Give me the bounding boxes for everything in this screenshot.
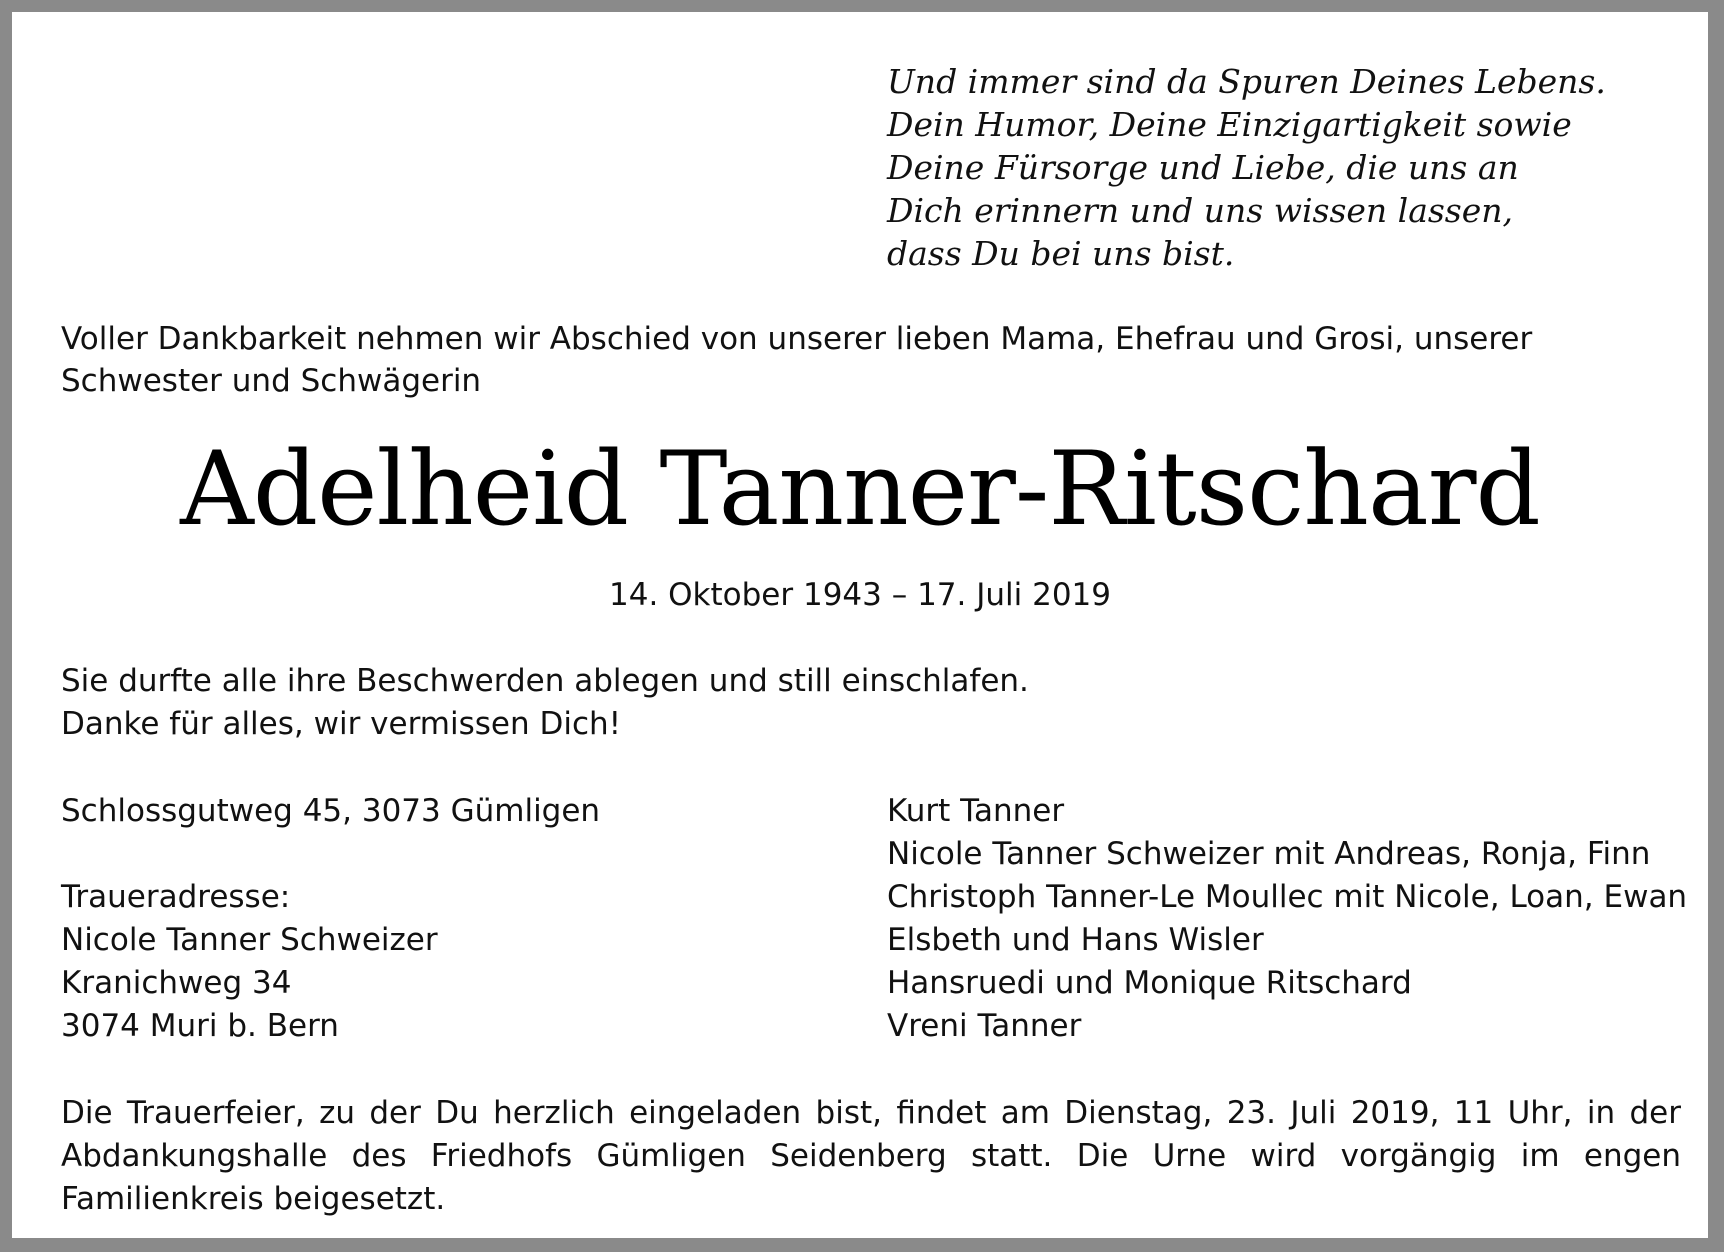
mourners-list bbox=[887, 790, 1687, 1048]
mourner-name: Kurt Tanner bbox=[887, 793, 1065, 829]
home-address: Schlossgutweg 45, 3073 Gümligen bbox=[61, 793, 601, 829]
deceased-name: Adelheid Tanner-Ritschard bbox=[180, 430, 1540, 549]
mourning-address-label: Traueradresse: bbox=[61, 879, 291, 915]
mourning-address-line: Kranichweg 34 bbox=[61, 965, 292, 1001]
poem-line: Deine Fürsorge und Liebe, die uns an bbox=[887, 148, 1519, 187]
life-dates: 14. Oktober 1943 – 17. Juli 2019 bbox=[609, 577, 1111, 613]
poem-line: Dein Humor, Deine Einzigartigkeit sowie bbox=[887, 105, 1572, 144]
mourning-address-line: Nicole Tanner Schweizer bbox=[61, 922, 438, 958]
mourner-name: Christoph Tanner-Le Moullec mit Nicole, Loan, Ewan bbox=[887, 879, 1688, 915]
poem-line: dass Du bei uns bist. bbox=[887, 234, 1235, 273]
address-block bbox=[61, 790, 821, 1048]
mourner-name: Hansruedi und Monique Ritschard bbox=[887, 965, 1412, 1001]
poem-line: Und immer sind da Spuren Deines Lebens. bbox=[887, 62, 1606, 101]
poem bbox=[887, 60, 1667, 275]
mourner-name: Elsbeth und Hans Wisler bbox=[887, 922, 1264, 958]
ceremony-text: Die Trauerfeier, zu der Du herzlich eingeladen bist, findet am Dienstag, 23. Juli 2019, 11 Uhr, in der Abdankungshalle des Friedhofs Gümligen Seidenberg statt. Die Urne wird vorgängig im engen Familienkreis beigesetzt. bbox=[61, 1095, 1681, 1217]
intro-text: Voller Dankbarkeit nehmen wir Abschied von unserer lieben Mama, Ehefrau und Grosi, unserer Schwester und Schwägerin bbox=[61, 321, 1533, 399]
spacer bbox=[61, 833, 821, 876]
mourner-name: Nicole Tanner Schweizer mit Andreas, Ronja, Finn bbox=[887, 836, 1651, 872]
mourner-name: Vreni Tanner bbox=[887, 1008, 1082, 1044]
mourning-address-line: 3074 Muri b. Bern bbox=[61, 1008, 339, 1044]
farewell-text bbox=[61, 660, 1261, 746]
farewell-line: Danke für alles, wir vermissen Dich! bbox=[61, 706, 622, 742]
farewell-line: Sie durfte alle ihre Beschwerden ablegen und still einschlafen. bbox=[61, 663, 1029, 699]
obituary-notice bbox=[12, 12, 1708, 1238]
poem-line: Dich erinnern und uns wissen lassen, bbox=[887, 191, 1514, 230]
